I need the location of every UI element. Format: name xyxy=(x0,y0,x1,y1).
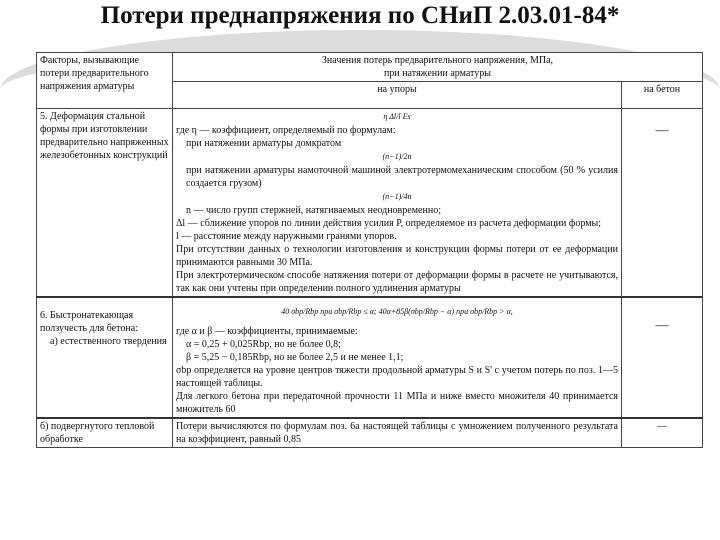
row6a-concrete: — xyxy=(621,297,702,418)
row5-formula1: η Δl/l Es xyxy=(383,112,411,121)
row5-formula3: (n−1)/4n xyxy=(382,192,412,201)
header-factors: Факторы, вызывающие потери предварительного напряжения арматуры xyxy=(37,53,173,109)
row5-l5: Δl — сближение упоров по линии действия усилия P, определяемое из расчета деформации формы; xyxy=(176,218,602,229)
prestress-losses-table xyxy=(36,52,703,448)
row6a-l5: Для легкого бетона при передаточной прочности 11 МПа и ниже вместо множителя 40 принимается множитель 60 xyxy=(176,391,618,415)
header-on-concrete: на бетон xyxy=(621,82,702,109)
row5-formula2: (n−1)/2n xyxy=(382,152,412,161)
row6b-concrete: — xyxy=(621,418,702,448)
row6b-factor: б) подвергнутого тепловой обработке xyxy=(37,418,173,448)
slide-title: Потери преднапряжения по СНиП 2.03.01-84* xyxy=(100,2,620,29)
row5-l1: где η — коэффициент, определяемый по формулам: xyxy=(176,125,396,136)
header-on-stops: на упоры xyxy=(173,82,622,109)
row6a-l3: β = 5,25 − 0,185Rbp, но не более 2,5 и не менее 1,1; xyxy=(186,352,404,363)
row5-l4: n — число групп стержней, натягиваемых неодновременно; xyxy=(186,205,441,216)
row5-l8: При электротермическом способе натяжения потери от деформации формы в расчете не учитываются, так как они учтены при определении полного удлинения арматуры xyxy=(176,270,618,294)
row5-concrete: — xyxy=(621,109,702,298)
row6a-formula: 40 σbp/Rbp при σbp/Rbp ≤ α; 40α+85β(σbp/Rbp − α) при σbp/Rbp > α, xyxy=(281,307,513,316)
row5-l2: при натяжении арматуры домкратом xyxy=(186,138,342,149)
header-values-line2: при натяжении арматуры xyxy=(383,68,492,79)
row5-factor: 5. Деформация стальной формы при изготовлении предварительно напряженных железобетонных конструкций xyxy=(37,109,173,298)
row5-values xyxy=(173,109,622,298)
row5-l6: l — расстояние между наружными гранями упоров. xyxy=(176,231,397,242)
row6a-factor xyxy=(37,297,173,418)
row6a-l2: α = 0,25 + 0,025Rbp, но не более 0,8; xyxy=(186,339,341,350)
row6a-factor-sub: а) естественного твердения xyxy=(50,336,167,347)
header-values xyxy=(173,53,703,82)
header-values-line1: Значения потерь предварительного напряжения, МПа, xyxy=(321,55,554,66)
row6a-l4: σbp определяется на уровне центров тяжести продольной арматуры S и S' с учетом потерь по поз. 1—5 настоящей таблицы. xyxy=(176,365,618,389)
row6a-factor-title: 6. Быстронатекающая ползучесть для бетона: xyxy=(40,310,138,334)
row6b-text: Потери вычисляются по формулам поз. 6а настоящей таблицы с умножением полученного результата на коэффициент, равный 0,85 xyxy=(173,418,622,448)
row5-l3: при натяжении арматуры намоточной машиной электротермомеханическим способом (50 % усилия создается грузом) xyxy=(186,165,618,189)
row6a-values xyxy=(173,297,622,418)
row5-l7: При отсутствии данных о технологии изготовления и конструкции формы потери от ее деформации принимаются равными 30 МПа. xyxy=(176,244,618,268)
row6a-l1: где α и β — коэффициенты, принимаемые: xyxy=(176,326,358,337)
